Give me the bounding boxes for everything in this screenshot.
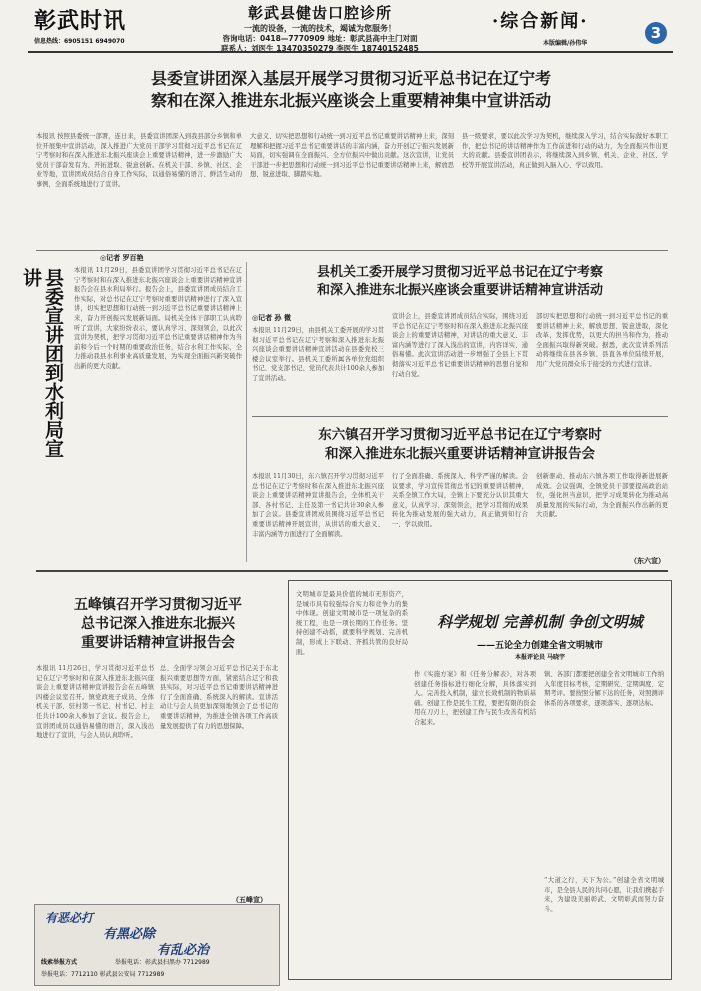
editor-credit: 本版编辑/孙伟华 — [543, 40, 588, 47]
article4-signoff: （五峰宣） — [232, 896, 267, 904]
lead-col-2: 大意义、切实把思想和行动统一到习近平总书记重要讲话精神上来，深刻理解和把握习近平总书记重要讲话的丰富内涵，奋力开创辽宁振兴发展新局面，切实强调在全面振兴、全方位振兴中做出贡献。这次宣讲，让党员干部进一步把思想和行动统一到习近平总书记重要讲话精神上来，解放思想、锐意进取、脚踏实地。 — [250, 133, 454, 179]
editorial-col-2: 作《实施方案》和《任务分解表》，对各项创建任务指标进行细化分解，具体落实到人。完善投入机制，建立长效机制的物质基础。创建工作是民生工程，要把有限的资金用在刀刃上，把创建工作与民生改善有机结合起来。 — [414, 671, 536, 726]
article4-headline-line3: 重要讲话精神宣讲报告会 — [81, 635, 235, 651]
lead-headline-line1: 县委宣讲团深入基层开展学习贯彻习近平总书记在辽宁考 — [150, 69, 551, 88]
masthead-rule — [28, 51, 673, 53]
article2-headline-line1: 县机关工委开展学习贯彻习近平总书记在辽宁考察 — [316, 265, 603, 280]
page-number: 3 — [650, 24, 662, 42]
mid-divider — [36, 570, 668, 572]
article2-headline-line2: 和深入推进东北振兴座谈会重要讲话精神宣讲活动 — [316, 283, 603, 298]
dental-ad-slogan: 一流的设备，一流的技术，竭诚为您服务！ — [244, 24, 396, 33]
article4-col-2: 总、全面学习领会习近平总书记关于东北振兴重要思想等方面，紧密结合辽宁和我县实际，对习近平总书记重要讲话精神进行了全面准确、系统深入的解读。宣讲活动让与会人员更加深刻地领会了总书记的重要讲话精神，为推进全镇各项工作高质量发展提供了有力的思想保障。 — [160, 665, 278, 730]
article3-col-2: 行了全面准确、系统深入、科学严谨的解读。会议要求，学习宣传贯彻总书记的重要讲话精神，关系全镇工作大局，全镇上下要充分认识其重大意义，认真学习、深刻领会，把学习贯彻的成果转化为推动发展的强大动力，真正做到知行合一、学以致用。 — [392, 473, 528, 528]
article2-col-2: 宣讲会上，县委宣讲团成员结合实际，围绕习近平总书记在辽宁考察时和在深入推进东北振兴座谈会上的重要讲话精神，对讲话的重大意义、丰富内涵等进行了深入浅出的宣讲，内容详实、通俗易懂。此次宣讲活动进一步增强了全县上下贯彻落实习近平总书记重要讲话精神的思想自觉和行动自觉。 — [392, 313, 528, 378]
ad-slogan-2: 有黑必除 — [103, 927, 156, 942]
anti-crime-ad — [34, 904, 280, 986]
dental-ad-phone: 咨询电话：0418—7770909 地址：彰武县高中主门对面 — [222, 34, 418, 43]
dental-ad-contact: 联系人：刘医生 13470350279 李医生 18740152485 — [221, 44, 419, 53]
lead-byline: ◎记者 罗百艳 — [100, 254, 144, 262]
ad-slogan-1: 有恶必打 — [45, 911, 94, 925]
article3-col-3: 创新驱动、推动东六镇各项工作取得新进展新成效。会议强调，全镇党员干部要提高政治站位，强化担当意识，把学习成果转化为推动高质量发展的实际行动，为全面振兴作出新的更大贡献。 — [536, 473, 668, 519]
article4-headline-line2: 总书记深入推进东北振兴 — [81, 616, 235, 632]
article2-col-3: 部切实把思想和行动统一到习近平总书记的重要讲话精神上来，解放思想、锐意进取，深化改革，发挥优势，以更大的担当和作为，推动全面振兴取得新突破。据悉，此次宣讲系列活动将继续在县各乡镇、县直各单位陆续开展，用广大党员群众乐于接受的方式进行宣讲。 — [536, 313, 668, 368]
article4-headline — [36, 596, 280, 653]
info-hotline: 信息热线：6905151 6949070 — [34, 38, 125, 45]
article3-col-1: 本报讯 11月30日，东六镇召开学习贯彻习近平总书记在辽宁考察时和在深入推进东北振兴座谈会上重要讲话精神宣讲报告会，全体机关干部、各村书记、主任及第一书记共计30余人参加了会议。县委宣讲团成员围绕习近平总书记重要讲话精神开展宣讲，从讲话的重大意义、丰富内涵等方面进行了全面解读。 — [252, 473, 384, 538]
ad-slogan-3: 有乱必治 — [157, 943, 210, 958]
editorial-quote: “大道之行，天下为公。”创建全省文明城市，是全县人民的共同心愿，让我们携起手来，为建设美丽彰武、文明彰武而努力奋斗。 — [544, 877, 664, 913]
lead-headline-line2: 察和在深入推进东北振兴座谈会上重要精神集中宣讲活动 — [150, 91, 551, 110]
article3-headline-line1: 东六镇召开学习贯彻习近平总书记在辽宁考察时 — [318, 427, 602, 443]
section-title: ·综合新闻· — [492, 11, 589, 32]
editorial-subheadline: ——五论全力创建全省文明城市 — [476, 641, 603, 651]
editorial-col-1: 文明城市是最具价值的城市无形资产，是城市具有较强综合实力和竞争力的集中体现。创建文明城市是一项复杂的系统工程，也是一项长期的工作任务。坚持创建不动摇，就要科学规划、完善机制，形成上下联动、齐抓共管的良好局面。 — [296, 591, 408, 656]
ad-hotline-label: 线索举报方式 — [41, 959, 78, 966]
article4-col-1: 本报讯 11月26日，学习贯彻习近平总书记在辽宁考察时和在深入推进东北振兴座谈会上重要讲话精神宣讲报告会在五峰镇四楼会议室召开。镇党政班子成员、全体机关干部、驻村第一书记、村书记、村主任共计100余人参加了会议。报告会上，宣讲团成员以通俗易懂的语言，深入浅出地进行了宣讲，与会人员认真聆听。 — [36, 665, 154, 740]
lead-headline — [60, 68, 642, 112]
side-divider — [246, 262, 247, 562]
lead-col-1: 本报讯 按照县委统一部署，连日来，县委宣讲团深入到我县部分乡镇和单位开展集中宣讲活动，深入推进广大党员干部学习贯彻习近平总书记在辽宁考察时和在深入推进东北振兴座谈会上重要讲话精神，进一步激励广大党员干部奋发有为、开拓进取、锐意创新。在机关干部、乡镇、社区、企业等地，宣讲团成员结合自身工作实际，以通俗易懂的语言、鲜活生动的事例，全面系统地进行了宣讲。 — [36, 133, 242, 188]
article3-headline-line2: 和深入推进东北振兴重要讲话精神宣讲报告会 — [325, 446, 595, 462]
paper-name: 彰武时讯 — [34, 8, 127, 34]
editorial-byline: 本报评论员 马晓宇 — [514, 654, 566, 661]
lead-col-3: 县一级要求，要以此次学习为契机，继续深入学习，结合实际做好本职工作，把总书记的讲话精神作为工作前进和行动的动力，为全面振兴作出更大的贡献。县委宣讲团表示，将继续深入到乡镇、机关、企业、社区、学校等开展宣讲活动，真正做到入脑入心、学以致用。 — [462, 133, 668, 169]
article2-byline: ◎记者 孙 微 — [252, 314, 291, 322]
side-article-text: 本报讯 11月29日，县委宣讲团学习贯彻习近平总书记在辽宁考察时和在深入推进东北振兴座谈会上重要讲话精神宣讲报告会在县水利局举行。报告会上，县委宣讲团成员结合工作实际，对总书记在辽宁考察时重要讲话精神进行了深入宣讲，切实把思想和行动统一到习近平总书记重要讲话精神上来，奋力开创振兴发展新局面。局机关全体干部职工认真聆听了宣讲，大家纷纷表示，要认真学习、深刻领会，以此次宣讲为契机，把学习贯彻习近平总书记重要讲话精神作为当前和今后一个时期的重要政治任务，结合水利工作实际，全力推动我县水利事业高质量发展，为实现全面振兴新突破作出新的更大贡献。 — [74, 267, 242, 370]
article3-headline — [252, 426, 668, 464]
page-number-badge — [645, 22, 667, 44]
article2-headline — [252, 264, 668, 300]
vertical-headline: 县委宣讲团到水利局宣讲 — [20, 268, 64, 458]
article2-col-1: 本报讯 11月29日，由县机关工委开展的学习贯彻习近平总书记在辽宁考察和深入推进东北振兴座谈会重要讲话精神宣讲活动在县委党校三楼会议室举行。县机关工委所属各单位党组织书记、党支部书记、党员代表共计100余人参加了宣讲活动。 — [252, 327, 384, 382]
article2-divider — [252, 416, 668, 417]
article3-signoff: （东六宣） — [630, 557, 665, 565]
lead-divider — [36, 250, 668, 251]
editorial-headline: 科学规划 完善机制 争创文明城 — [437, 613, 643, 631]
ad-phone-2: 举报电话：7712110 彰武县公安局 7712989 — [41, 971, 165, 978]
ad-phone-1: 举报电话：彰武县扫黑办 7712989 — [115, 959, 210, 966]
dental-ad — [200, 2, 440, 53]
article4-headline-line1: 五峰镇召开学习贯彻习近平 — [74, 597, 242, 613]
editorial-col-3: 镇、各部门都要把创建全省文明城市工作纳入年度目标考核，定期研究、定期调度、定期考评。要按照分解下达的任务，对照测评体系的各项要求，逐项落实、逐项达标。 — [544, 671, 664, 707]
dental-ad-title: 彰武县健齿口腔诊所 — [247, 4, 392, 22]
masthead — [0, 0, 701, 52]
